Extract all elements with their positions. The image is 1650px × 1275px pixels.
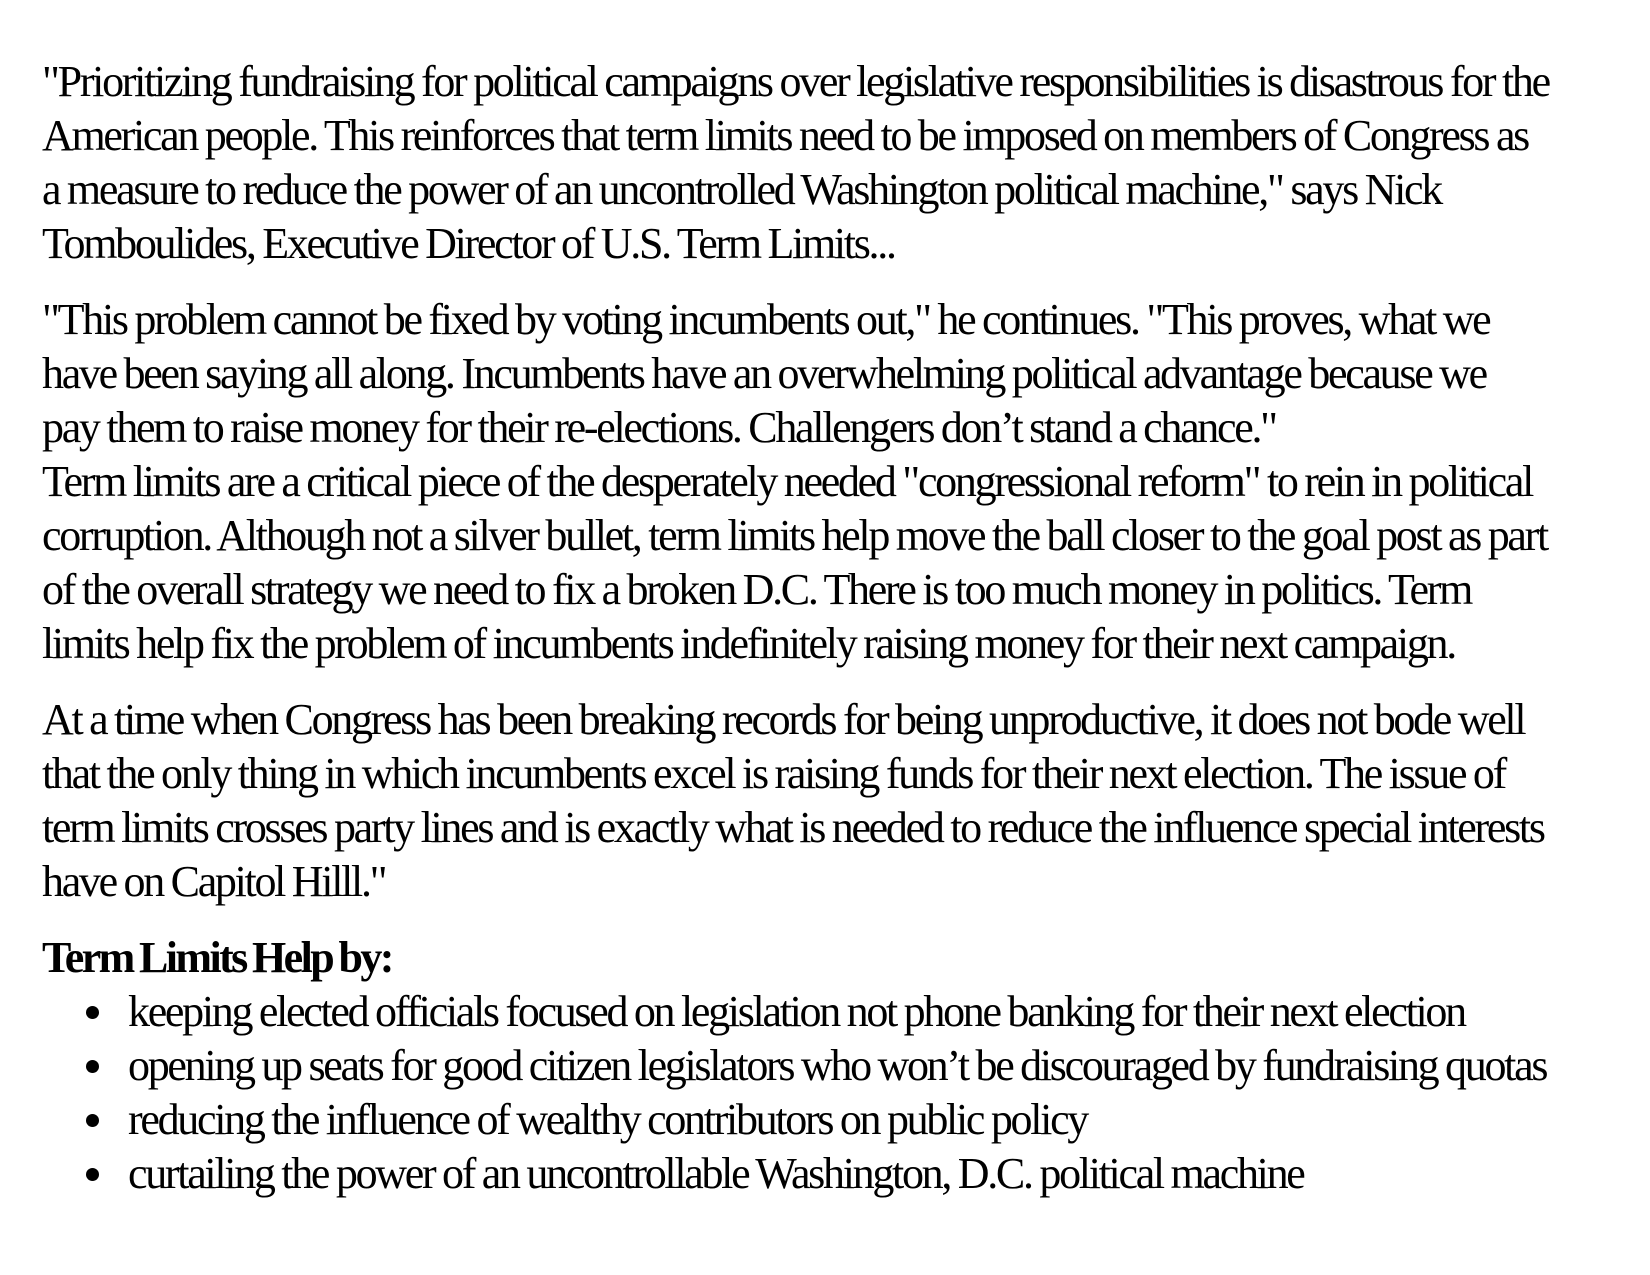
text-line: limits help fix the problem of incumbents indefinitely raising money for their next campaign. <box>42 619 1455 668</box>
text-line: At a time when Congress has been breaking records for being unproductive, it does not bode well <box>42 695 1525 744</box>
list-item <box>42 1147 1632 1201</box>
bullet-icon <box>86 1114 99 1127</box>
paragraph-continuation <box>42 293 1632 455</box>
paragraph-quote <box>42 55 1632 271</box>
bullet-icon <box>86 1006 99 1019</box>
list-item <box>42 985 1632 1039</box>
bullet-list <box>42 985 1632 1201</box>
paragraph-reform <box>42 455 1632 671</box>
document <box>42 55 1632 1201</box>
list-item-text: curtailing the power of an uncontrollable Washington, D.C. political machine <box>128 1149 1304 1198</box>
text-line: term limits crosses party lines and is exactly what is needed to reduce the influence special interests <box>42 803 1544 852</box>
text-line: that the only thing in which incumbents excel is raising funds for their next election. The issue of <box>42 749 1505 798</box>
list-item-text: opening up seats for good citizen legislators who won’t be discouraged by fundraising quotas <box>128 1041 1547 1090</box>
list-item <box>42 1039 1632 1093</box>
text-line: Term limits are a critical piece of the desperately needed "congressional reform" to rein in political <box>42 457 1532 506</box>
section-heading: Term Limits Help by: <box>42 933 392 982</box>
text-line: a measure to reduce the power of an uncontrolled Washington political machine," says Nick <box>42 165 1441 214</box>
list-item-text: reducing the influence of wealthy contributors on public policy <box>128 1095 1088 1144</box>
bullet-icon <box>86 1060 99 1073</box>
bullet-icon <box>86 1168 99 1181</box>
text-line: American people. This reinforces that term limits need to be imposed on members of Congress as <box>42 111 1529 160</box>
text-line: "This problem cannot be fixed by voting incumbents out," he continues. "This proves, what we <box>42 295 1490 344</box>
text-line: corruption. Although not a silver bullet, term limits help move the ball closer to the goal post as part <box>42 511 1547 560</box>
text-line: pay them to raise money for their re-elections. Challengers don’t stand a chance." <box>42 403 1276 452</box>
text-line: have on Capitol Hilll." <box>42 857 386 906</box>
text-line: have been saying all along. Incumbents have an overwhelming political advantage because we <box>42 349 1486 398</box>
paragraph-congress <box>42 693 1632 909</box>
text-line: "Prioritizing fundraising for political campaigns over legislative responsibilities is disastrous for the <box>42 57 1549 106</box>
list-item <box>42 1093 1632 1147</box>
text-line: Tomboulides, Executive Director of U.S. Term Limits... <box>42 219 895 268</box>
list-item-text: keeping elected officials focused on legislation not phone banking for their next election <box>128 987 1465 1036</box>
text-line: of the overall strategy we need to fix a broken D.C. There is too much money in politics. Term <box>42 565 1472 614</box>
